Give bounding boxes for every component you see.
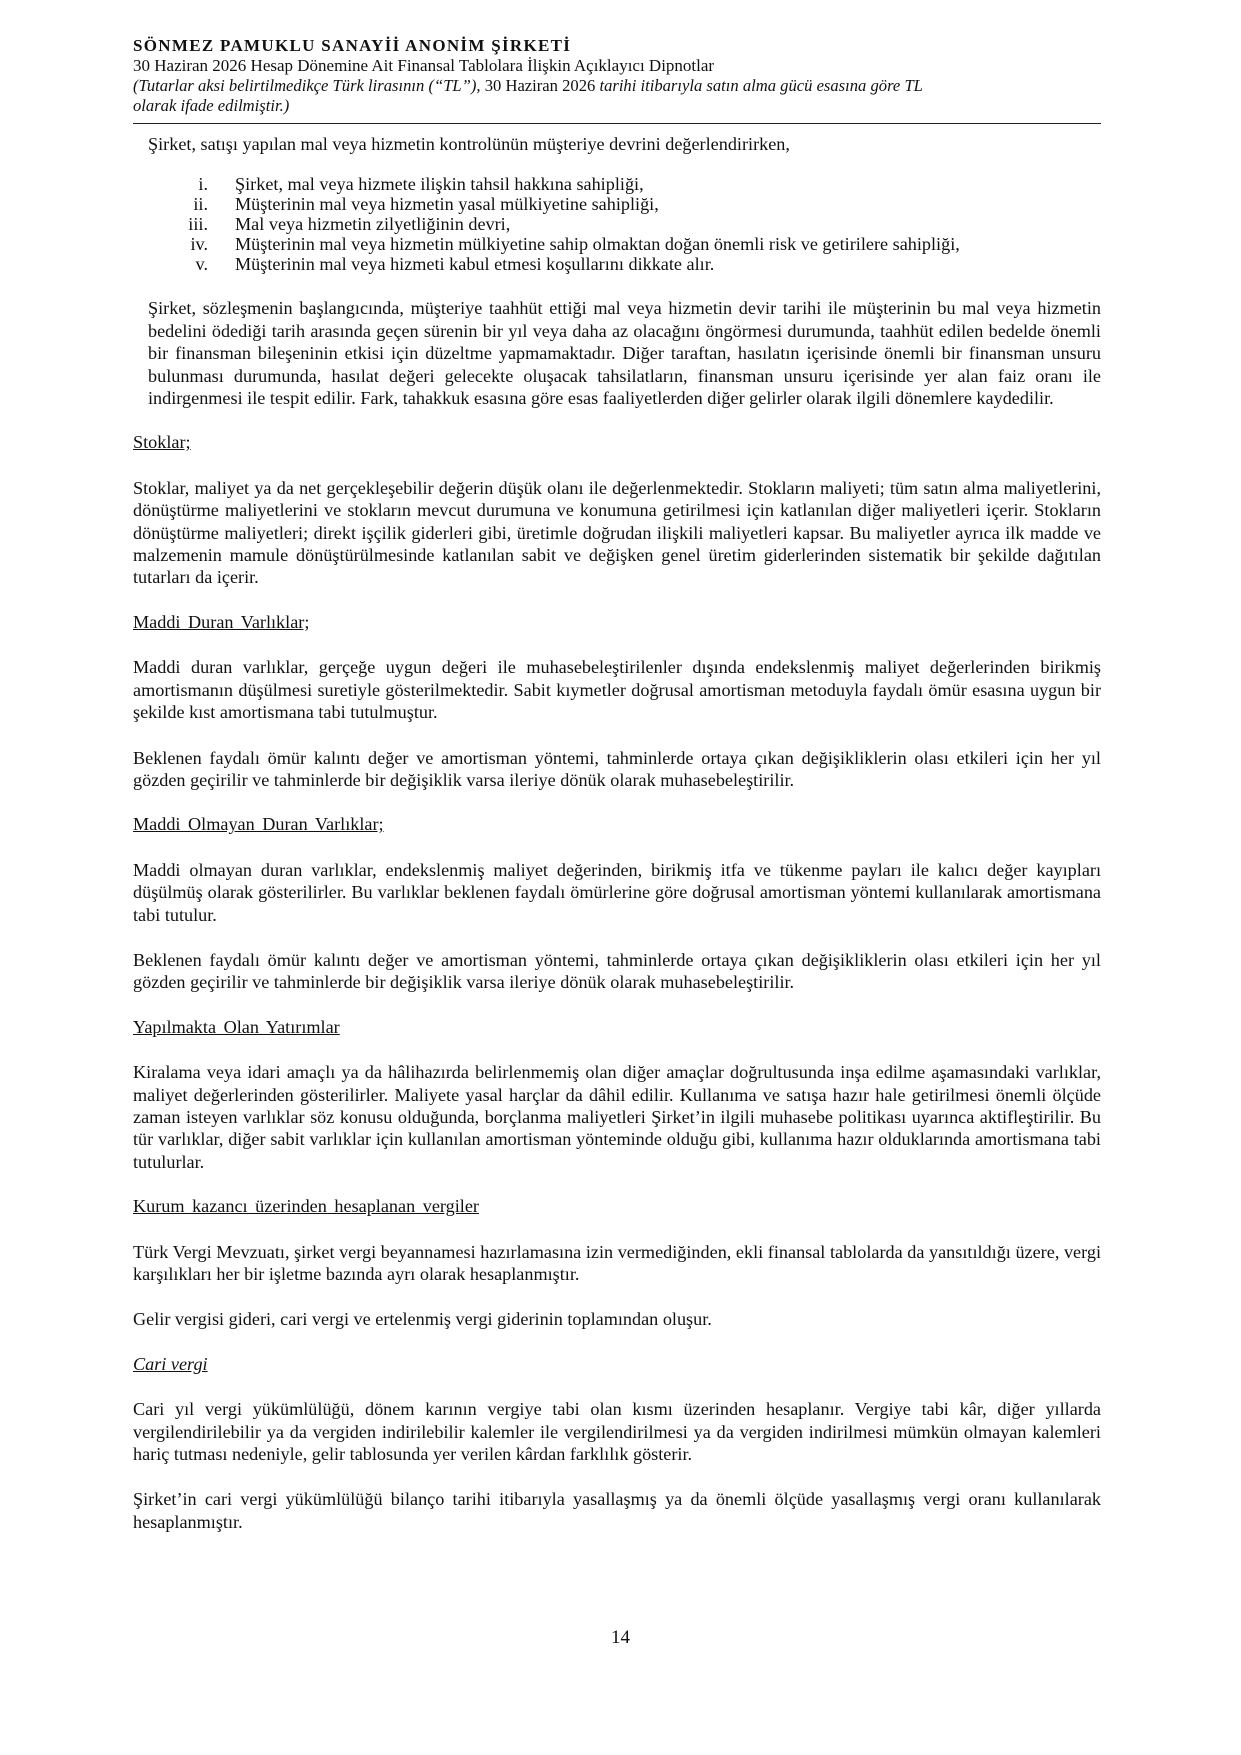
list-item-number: ii. [193, 194, 208, 215]
cari-vergi-paragraph-1: Cari yıl vergi yükümlülüğü, dönem karının vergiye tabi olan kısmı üzerinden hesaplanır. Vergiye tabi kâr, diğer yıllarda vergilendirilebilir ya da vergiden indirilebilir kalemler ile vergilendirilmesi ya da vergiden indirilmesi mümkün olmayan kalemleri hariç tutması nedeniyle, gelir tablosunda yer verilen kârdan farklılık gösterir. [133, 1399, 1101, 1465]
currency-note-part1: (Tutarlar aksi belirtilmedikçe Türk lirasının (“TL”), [133, 76, 485, 95]
currency-note-part3: tarihi itibarıyla satın alma gücü esasına göre TL [595, 76, 923, 95]
vergi-paragraph-2: Gelir vergisi gideri, cari vergi ve ertelenmiş vergi giderinin toplamından oluşur. [133, 1309, 712, 1330]
section-heading-kurum-kazanci: Kurum kazancı üzerinden hesaplanan vergiler [133, 1196, 479, 1217]
currency-note-line2: olarak ifade edilmiştir.) [133, 96, 290, 115]
section-heading-yatirimlar: Yapılmakta Olan Yatırımlar [133, 1016, 340, 1037]
list-item-text: Müşterinin mal veya hizmetin mülkiyetine sahip olmaktan doğan önemli risk ve getirilere sahipliği, [235, 234, 960, 255]
section-heading-maddi-duran-varliklar: Maddi Duran Varlıklar; [133, 611, 310, 632]
report-subtitle: 30 Haziran 2026 Hesap Dönemine Ait Finansal Tablolara İlişkin Açıklayıcı Dipnotlar [133, 56, 715, 75]
section-heading-cari-vergi: Cari vergi [133, 1353, 208, 1374]
stoklar-paragraph: Stoklar, maliyet ya da net gerçekleşebilir değerin düşük olanı ile değerlenmektedir. Stokların maliyeti; tüm satın alma maliyetlerini, dönüştürme maliyetlerini ve stokların mevcut durumuna ve konumuna getirilmesi için katlanılan diğer maliyetleri içerir. Stokların dönüştürme maliyetleri; direkt işçilik giderleri gibi, üretimle doğrudan ilişkili maliyetleri kapsar. Bu maliyetler ayrıca ilk madde ve malzemenin mamule dönüştürülmesinde katlanılan sabit ve değişken genel üretim giderlerinden sistematik bir şekilde dağıtılan tutarları da içerir. [133, 477, 1101, 588]
header-divider [133, 123, 1101, 124]
revenue-intro: Şirket, satışı yapılan mal veya hizmetin kontrolünün müşteriye devrini değerlendirirken, [148, 134, 790, 154]
cari-vergi-paragraph-2: Şirket’in cari vergi yükümlülüğü bilanço tarihi itibarıyla yasallaşmış ya da önemli ölçüde yasallaşmış vergi oranı kullanılarak hesaplanmıştır. [133, 1489, 1101, 1532]
list-item-number: i. [198, 174, 208, 195]
currency-note [133, 76, 1101, 96]
page-header [133, 36, 1101, 116]
maddi-paragraph-1: Maddi duran varlıklar, gerçeğe uygun değeri ile muhasebeleştirilenler dışında endekslenmiş maliyet değerlerinden birikmiş amortismanın düşülmesi suretiyle gösterilmektedir. Sabit kıymetler doğrusal amortisman metoduyla faydalı ömür esasına uygun bir şekilde kıst amortismana tabi tutulmuştur. [133, 657, 1101, 723]
vergi-paragraph-1: Türk Vergi Mevzuatı, şirket vergi beyannamesi hazırlamasına izin vermediğinden, ekli finansal tablolarda da yansıtıldığı üzere, vergi karşılıkları her bir işletme bazında ayrı olarak hesaplanmıştır. [133, 1241, 1101, 1284]
list-item-text: Mal veya hizmetin zilyetliğinin devri, [235, 214, 511, 235]
list-item [148, 174, 1101, 194]
list-item-text: Müşterinin mal veya hizmeti kabul etmesi koşullarını dikkate alır. [235, 254, 715, 275]
maddi-olmayan-paragraph-2: Beklenen faydalı ömür kalıntı değer ve amortisman yöntemi, tahminlerde ortaya çıkan değişikliklerin olası etkileri için her yıl gözden geçirilir ve tahminlerde bir değişiklik varsa ileriye dönük olarak muhasebeleştirilir. [133, 949, 1101, 993]
maddi-paragraph-2: Beklenen faydalı ömür kalıntı değer ve amortisman yöntemi, tahminlerde ortaya çıkan değişikliklerin olası etkileri için her yıl gözden geçirilir ve tahminlerde bir değişiklik varsa ileriye dönük olarak muhasebeleştirilir. [133, 747, 1101, 790]
company-name: SÖNMEZ PAMUKLU SANAYİİ ANONİM ŞİRKETİ [133, 36, 572, 55]
revenue-criteria-block [133, 133, 1101, 409]
list-item [148, 234, 1101, 254]
financing-component-paragraph: Şirket, sözleşmenin başlangıcında, müşteriye taahhüt ettiği mal veya hizmetin devir tarihi ile müşterinin bu mal veya hizmetin bedelini ödediği tarih arasında geçen sürenin bir yıl veya daha az olacağını öngörmesi durumunda, taahhüt edilen bedelde önemli bir finansman bileşeninin etkisi için düzeltme yapmamaktadır. Diğer taraftan, hasılatın içerisinde önemli bir finansman unsuru bulunması durumunda, hasılat değeri gelecekte oluşacak tahsilatların, finansman unsuru içerisinde yer alan faiz oranı ile indirgenmesi ile tespit edilir. Fark, tahakkuk esasına göre esas faaliyetlerden diğer gelirler olarak ilgili dönemlere kaydedilir. [148, 298, 1101, 409]
list-item-text: Müşterinin mal veya hizmetin yasal mülkiyetine sahipliği, [235, 194, 659, 215]
list-item-number: iii. [188, 214, 208, 235]
page-number: 14 [611, 1627, 630, 1648]
criteria-list [148, 174, 1101, 274]
currency-note-date: 30 Haziran 2026 [484, 76, 596, 95]
list-item [148, 194, 1101, 214]
list-item [148, 214, 1101, 234]
list-item-number: iv. [190, 234, 208, 255]
section-heading-stoklar: Stoklar; [133, 432, 191, 453]
maddi-olmayan-paragraph-1: Maddi olmayan duran varlıklar, endekslenmiş maliyet değerinden, birikmiş itfa ve tükenme payları ile kalıcı değer kayıpları düşülmüş olarak gösterilirler. Bu varlıklar beklenen faydalı ömürlerine göre doğrusal amortisman yöntemi kullanılarak amortismana tabi tutulur. [133, 859, 1101, 925]
list-item-text: Şirket, mal veya hizmete ilişkin tahsil hakkına sahipliği, [235, 174, 644, 195]
page-content [133, 133, 1101, 1533]
section-heading-maddi-olmayan: Maddi Olmayan Duran Varlıklar; [133, 814, 384, 835]
list-item [148, 254, 1101, 274]
yatirimlar-paragraph: Kiralama veya idari amaçlı ya da hâlihazırda belirlenmemiş olan diğer amaçlar doğrultusunda inşa edilme aşamasındaki varlıklar, maliyet değerlerinden gösterilirler. Maliyete yasal harçlar da dâhil edilir. Kullanıma ve satışa hazır hale getirilmesi önemli ölçüde zaman isteyen varlıklar söz konusu olduğunda, borçlanma maliyetleri Şirket’in ilgili muhasebe politikası uyarınca aktifleştirilir. Bu tür varlıklar, diğer sabit varlıklar için kullanılan amortisman yönteminde olduğu gibi, kullanıma hazır olduklarında amortismana tabi tutulurlar. [133, 1062, 1101, 1172]
list-item-number: v. [195, 254, 208, 275]
